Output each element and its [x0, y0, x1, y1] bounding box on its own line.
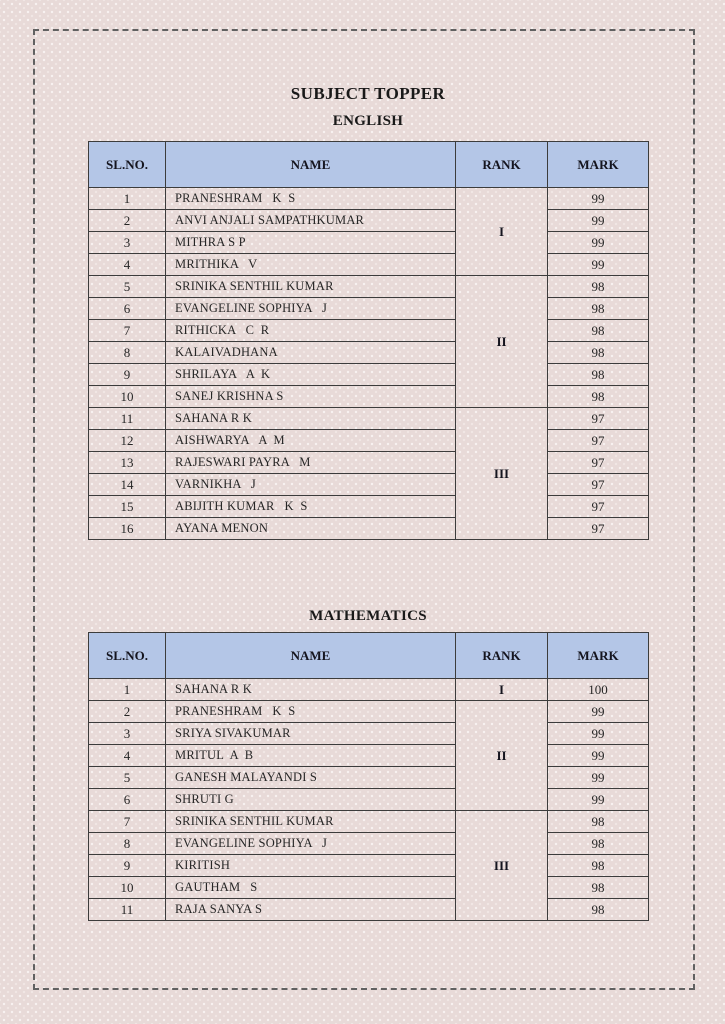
row-slno: 9 — [89, 855, 166, 877]
row-mark: 97 — [548, 474, 649, 496]
column-header-slno: SL.NO. — [89, 142, 166, 188]
row-name: SHRUTI G — [166, 789, 456, 811]
table-row — [89, 789, 649, 811]
table-row — [89, 745, 649, 767]
row-mark: 98 — [548, 320, 649, 342]
table-body-english — [89, 188, 649, 540]
row-name: SRINIKA SENTHIL KUMAR — [166, 276, 456, 298]
table-row — [89, 210, 649, 232]
row-name: SANEJ KRISHNA S — [166, 386, 456, 408]
column-header-slno: SL.NO. — [89, 633, 166, 679]
table-row — [89, 496, 649, 518]
table-row — [89, 899, 649, 921]
row-slno: 14 — [89, 474, 166, 496]
row-slno: 16 — [89, 518, 166, 540]
table-header-row — [89, 633, 649, 679]
section-title-english: ENGLISH — [332, 113, 404, 129]
row-name: EVANGELINE SOPHIYA J — [166, 833, 456, 855]
row-name: GAUTHAM S — [166, 877, 456, 899]
table-row — [89, 767, 649, 789]
table-row — [89, 679, 649, 701]
section-mathematics — [88, 607, 648, 921]
row-mark: 99 — [548, 789, 649, 811]
rank-cell: II — [456, 276, 548, 408]
row-mark: 98 — [548, 342, 649, 364]
row-mark: 99 — [548, 745, 649, 767]
table-row — [89, 877, 649, 899]
row-slno: 7 — [89, 811, 166, 833]
rank-cell: II — [456, 701, 548, 811]
row-name: SRIYA SIVAKUMAR — [166, 723, 456, 745]
column-header-rank: RANK — [456, 142, 548, 188]
row-slno: 2 — [89, 701, 166, 723]
row-slno: 9 — [89, 364, 166, 386]
table-body-mathematics — [89, 679, 649, 921]
row-slno: 7 — [89, 320, 166, 342]
row-mark: 97 — [548, 496, 649, 518]
page-title: SUBJECT TOPPER — [290, 84, 446, 103]
row-name: GANESH MALAYANDI S — [166, 767, 456, 789]
row-name: SRINIKA SENTHIL KUMAR — [166, 811, 456, 833]
table-header-row — [89, 142, 649, 188]
rank-cell: I — [456, 188, 548, 276]
row-slno: 2 — [89, 210, 166, 232]
table-row — [89, 232, 649, 254]
column-header-mark: MARK — [548, 633, 649, 679]
row-name: PRANESHRAM K S — [166, 701, 456, 723]
row-name: EVANGELINE SOPHIYA J — [166, 298, 456, 320]
table-row — [89, 298, 649, 320]
row-name: KALAIVADHANA — [166, 342, 456, 364]
row-mark: 98 — [548, 298, 649, 320]
row-name: RAJESWARI PAYRA M — [166, 452, 456, 474]
table-row — [89, 811, 649, 833]
row-mark: 99 — [548, 723, 649, 745]
row-mark: 97 — [548, 452, 649, 474]
row-slno: 8 — [89, 833, 166, 855]
row-name: MRITUL A B — [166, 745, 456, 767]
table-row — [89, 855, 649, 877]
table-row — [89, 386, 649, 408]
row-slno: 6 — [89, 298, 166, 320]
row-slno: 1 — [89, 188, 166, 210]
row-mark: 98 — [548, 811, 649, 833]
row-mark: 98 — [548, 877, 649, 899]
row-mark: 98 — [548, 364, 649, 386]
row-slno: 1 — [89, 679, 166, 701]
row-mark: 98 — [548, 855, 649, 877]
row-slno: 6 — [89, 789, 166, 811]
row-mark: 98 — [548, 276, 649, 298]
row-name: SHRILAYA A K — [166, 364, 456, 386]
topper-table-english — [88, 141, 649, 540]
row-slno: 12 — [89, 430, 166, 452]
table-row — [89, 430, 649, 452]
page-content — [88, 84, 648, 921]
column-header-mark: MARK — [548, 142, 649, 188]
row-mark: 99 — [548, 188, 649, 210]
row-slno: 10 — [89, 877, 166, 899]
row-name: RAJA SANYA S — [166, 899, 456, 921]
table-row — [89, 518, 649, 540]
row-name: KIRITISH — [166, 855, 456, 877]
table-row — [89, 408, 649, 430]
row-mark: 97 — [548, 430, 649, 452]
row-mark: 99 — [548, 232, 649, 254]
rank-cell: I — [456, 679, 548, 701]
row-mark: 97 — [548, 408, 649, 430]
row-mark: 98 — [548, 899, 649, 921]
column-header-name: NAME — [166, 633, 456, 679]
row-slno: 3 — [89, 723, 166, 745]
row-name: MRITHIKA V — [166, 254, 456, 276]
row-slno: 3 — [89, 232, 166, 254]
row-mark: 99 — [548, 210, 649, 232]
row-mark: 99 — [548, 254, 649, 276]
table-row — [89, 320, 649, 342]
table-row — [89, 723, 649, 745]
row-name: SAHANA R K — [166, 408, 456, 430]
column-header-name: NAME — [166, 142, 456, 188]
row-name: AISHWARYA A M — [166, 430, 456, 452]
row-mark: 98 — [548, 833, 649, 855]
row-name: AYANA MENON — [166, 518, 456, 540]
row-mark: 99 — [548, 701, 649, 723]
rank-cell: III — [456, 811, 548, 921]
row-slno: 10 — [89, 386, 166, 408]
table-row — [89, 254, 649, 276]
row-mark: 98 — [548, 386, 649, 408]
row-slno: 8 — [89, 342, 166, 364]
rank-cell: III — [456, 408, 548, 540]
row-mark: 97 — [548, 518, 649, 540]
row-mark: 100 — [548, 679, 649, 701]
row-slno: 11 — [89, 899, 166, 921]
table-row — [89, 701, 649, 723]
section-title-mathematics: MATHEMATICS — [309, 608, 427, 624]
row-name: ANVI ANJALI SAMPATHKUMAR — [166, 210, 456, 232]
row-name: RITHICKA C R — [166, 320, 456, 342]
section-spacer — [88, 540, 648, 599]
table-row — [89, 833, 649, 855]
table-row — [89, 276, 649, 298]
row-slno: 15 — [89, 496, 166, 518]
table-row — [89, 452, 649, 474]
table-row — [89, 364, 649, 386]
table-row — [89, 188, 649, 210]
row-name: ABIJITH KUMAR K S — [166, 496, 456, 518]
row-slno: 13 — [89, 452, 166, 474]
row-name: MITHRA S P — [166, 232, 456, 254]
topper-table-mathematics — [88, 632, 649, 921]
row-name: VARNIKHA J — [166, 474, 456, 496]
row-slno: 4 — [89, 745, 166, 767]
row-slno: 11 — [89, 408, 166, 430]
row-name: SAHANA R K — [166, 679, 456, 701]
table-row — [89, 474, 649, 496]
section-english — [88, 112, 648, 540]
row-slno: 4 — [89, 254, 166, 276]
table-row — [89, 342, 649, 364]
row-slno: 5 — [89, 767, 166, 789]
row-name: PRANESHRAM K S — [166, 188, 456, 210]
column-header-rank: RANK — [456, 633, 548, 679]
row-slno: 5 — [89, 276, 166, 298]
row-mark: 99 — [548, 767, 649, 789]
